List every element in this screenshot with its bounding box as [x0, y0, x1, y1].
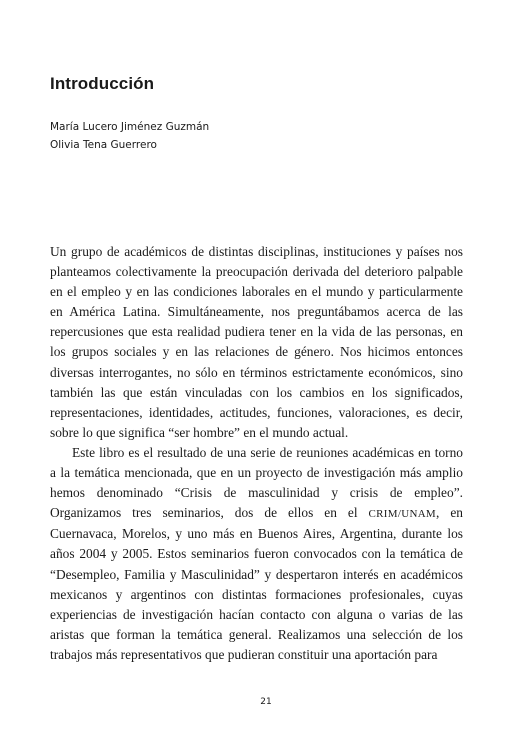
page-number: 21 [260, 697, 272, 707]
author-list [50, 118, 209, 154]
body-text [50, 242, 463, 665]
chapter-title: Introducción [50, 74, 155, 93]
institution-acronym: CRIM/UNAM [368, 508, 437, 521]
author-name: María Lucero Jiménez Guzmán [50, 121, 210, 133]
author-name: Olivia Tena Guerrero [50, 139, 157, 151]
paragraph-text: , en Cuernavaca, Morelos, y uno más en Buenos Aires, Argentina, durante los años 2004 y 2005. Estos seminarios fueron convocados con la temática de “Desempleo, Familia y Masculinidad” y despertaron interés en académicos mexicanos y argentinos con distintas formaciones profesionales, cuyas experiencias de investigación hacían contacto con alguna o varias de las aristas que forman la temática general. Realizamos una selección de los trabajos más representativos que pudieran constituir una aportación para [50, 505, 463, 662]
paragraph-text: Este libro es el resultado de una serie de reuniones académicas en torno a la temática mencionada, que en un proyecto de investigación más amplio hemos denominado “Crisis de masculinidad y crisis de empleo”. Organizamos tres seminarios, dos de ellos en el [50, 444, 463, 521]
paragraph [50, 443, 463, 665]
paragraph: Un grupo de académicos de distintas disciplinas, instituciones y países nos planteamos colectivamente la preocupación derivada del deterioro palpable en el empleo y en las condiciones laborales en el mundo y particularmente en América Latina. Simultáneamente, nos preguntábamos acerca de las repercusiones que esta realidad pudiera tener en la vida de las personas, en los grupos sociales y en las relaciones de género. Nos hicimos entonces diversas interrogantes, no sólo en términos estrictamente económicos, sino también las que están vinculadas con los cambios en los significados, representaciones, identidades, actitudes, funciones, valoraciones, es decir, sobre lo que significa “ser hombre” en el mundo actual. [50, 244, 463, 440]
